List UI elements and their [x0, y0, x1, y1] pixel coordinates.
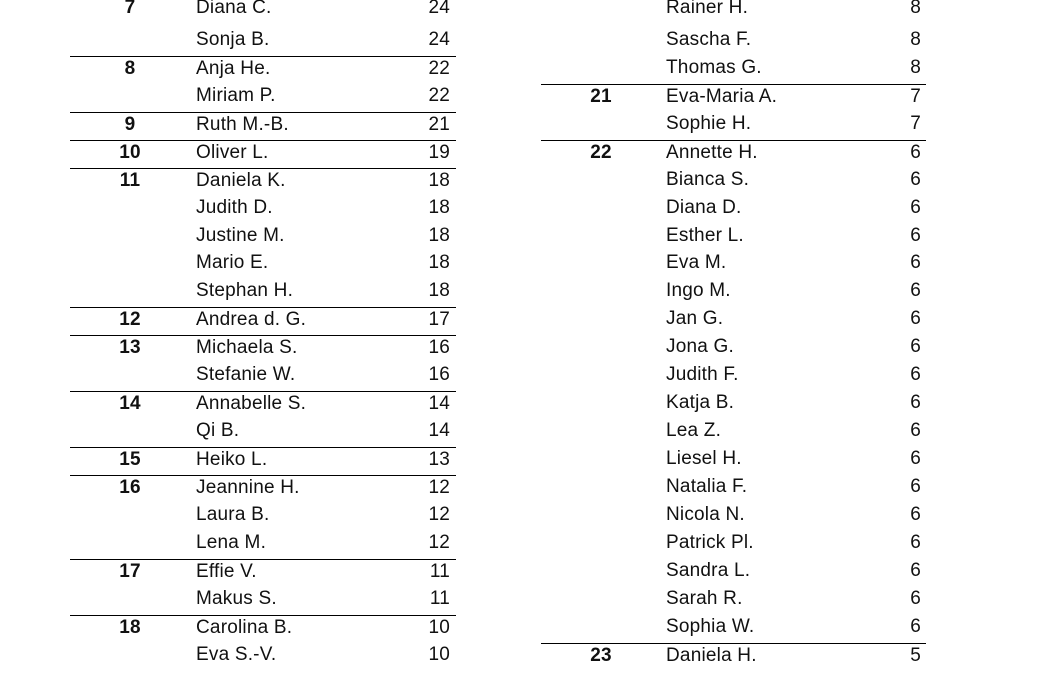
- row-score: 6: [910, 503, 921, 525]
- table-row: [541, 112, 926, 140]
- table-row: [541, 363, 926, 391]
- row-score: 6: [910, 475, 921, 497]
- row-score: 6: [910, 420, 921, 442]
- row-name: Laura B.: [196, 503, 270, 525]
- row-name: Esther L.: [666, 224, 744, 246]
- table-row: [541, 56, 926, 84]
- row-score: 16: [428, 364, 450, 386]
- row-score: 24: [428, 28, 450, 50]
- row-name: Natalia F.: [666, 475, 748, 497]
- row-name: Sophie H.: [666, 112, 752, 134]
- row-score: 18: [428, 169, 450, 191]
- row-name: Anja He.: [196, 57, 271, 79]
- row-name: Judith F.: [666, 364, 739, 386]
- table-row: [541, 0, 926, 28]
- row-score: 6: [910, 559, 921, 581]
- table-row: [541, 391, 926, 419]
- row-score: 6: [910, 224, 921, 246]
- row-name: Rainer H.: [666, 0, 749, 18]
- row-name: Lena M.: [196, 531, 267, 553]
- ranking-table-right: [541, 0, 926, 671]
- row-name: Heiko L.: [196, 449, 268, 470]
- row-name: Sascha F.: [666, 28, 752, 50]
- row-name: Andrea d. G.: [196, 309, 307, 331]
- table-row: [70, 279, 456, 307]
- row-name: Katja B.: [666, 392, 735, 414]
- row-score: 7: [910, 85, 921, 107]
- row-rank: 17: [119, 560, 141, 582]
- row-name: Qi B.: [196, 420, 240, 442]
- row-name: Thomas G.: [666, 56, 762, 78]
- row-name: Nicola N.: [666, 503, 745, 525]
- table-row: [541, 279, 926, 307]
- row-name: Eva M.: [666, 252, 727, 274]
- row-score: 6: [910, 141, 921, 163]
- row-score: 7: [910, 112, 921, 134]
- row-score: 6: [910, 196, 921, 218]
- row-name: Eva-Maria A.: [666, 85, 778, 107]
- table-row: [70, 615, 456, 643]
- table-row: [70, 84, 456, 112]
- row-score: 6: [910, 364, 921, 386]
- row-name: Ingo M.: [666, 280, 731, 302]
- row-name: Judith D.: [196, 196, 273, 218]
- table-row: [70, 391, 456, 419]
- row-name: Bianca S.: [666, 168, 750, 190]
- table-row: [70, 224, 456, 252]
- row-name: Michaela S.: [196, 337, 298, 359]
- row-score: 8: [910, 28, 921, 50]
- table-row: [70, 307, 456, 335]
- table-row: [541, 559, 926, 587]
- ranking-table-left: [70, 0, 456, 671]
- row-name: Annabelle S.: [196, 393, 307, 415]
- row-name: Mario E.: [196, 252, 269, 274]
- table-row: [70, 140, 456, 168]
- row-score: 18: [428, 224, 450, 246]
- row-rank: 15: [119, 449, 141, 470]
- row-score: 10: [428, 643, 450, 665]
- table-row: [70, 56, 456, 84]
- row-rank: 23: [590, 644, 612, 666]
- row-score: 22: [428, 84, 450, 106]
- table-row: [541, 140, 926, 168]
- table-row: [70, 363, 456, 391]
- row-name: Ruth M.-B.: [196, 113, 289, 135]
- row-score: 24: [428, 0, 450, 18]
- table-row: [70, 419, 456, 447]
- row-name: Makus S.: [196, 587, 277, 609]
- row-name: Lea Z.: [666, 420, 722, 442]
- table-row: [70, 168, 456, 196]
- row-score: 6: [910, 392, 921, 414]
- row-name: Jona G.: [666, 336, 734, 358]
- row-rank: 12: [119, 309, 141, 331]
- table-row: [541, 503, 926, 531]
- table-row: [541, 419, 926, 447]
- table-row: [541, 28, 926, 56]
- row-name: Jan G.: [666, 308, 724, 330]
- row-score: 17: [428, 309, 450, 331]
- row-name: Sonja B.: [196, 28, 270, 50]
- row-name: Sandra L.: [666, 559, 751, 581]
- row-score: 14: [428, 420, 450, 442]
- row-name: Patrick Pl.: [666, 531, 754, 553]
- row-name: Miriam P.: [196, 84, 276, 106]
- row-score: 19: [428, 141, 450, 163]
- row-rank: 11: [119, 169, 141, 191]
- table-row: [541, 643, 926, 671]
- table-row: [70, 28, 456, 56]
- row-score: 21: [428, 113, 450, 135]
- table-row: [70, 559, 456, 587]
- row-rank: 13: [119, 337, 141, 359]
- row-score: 16: [428, 337, 450, 359]
- table-row: [541, 84, 926, 112]
- table-row: [70, 112, 456, 140]
- table-row: [541, 475, 926, 503]
- row-name: Eva S.-V.: [196, 643, 277, 665]
- table-row: [70, 587, 456, 615]
- row-rank: 22: [590, 141, 612, 163]
- table-row: [70, 643, 456, 671]
- row-name: Sarah R.: [666, 587, 743, 609]
- row-score: 13: [428, 449, 450, 470]
- row-name: Carolina B.: [196, 616, 293, 638]
- row-score: 14: [428, 393, 450, 415]
- row-name: Jeannine H.: [196, 476, 300, 498]
- row-name: Justine M.: [196, 224, 285, 246]
- table-row: [541, 447, 926, 475]
- row-rank: 16: [119, 476, 141, 498]
- row-rank: 9: [124, 113, 136, 135]
- table-row: [70, 0, 456, 28]
- row-name: Diana C.: [196, 0, 272, 18]
- table-row: [541, 251, 926, 279]
- table-row: [541, 307, 926, 335]
- row-score: 8: [910, 56, 921, 78]
- row-score: 18: [428, 252, 450, 274]
- table-row: [541, 196, 926, 224]
- table-row: [541, 587, 926, 615]
- table-row: [70, 503, 456, 531]
- row-score: 8: [910, 0, 921, 18]
- table-row: [70, 251, 456, 279]
- row-name: Stefanie W.: [196, 364, 296, 386]
- row-score: 6: [910, 587, 921, 609]
- row-score: 6: [910, 531, 921, 553]
- row-name: Oliver L.: [196, 141, 269, 163]
- row-rank: 18: [119, 616, 141, 638]
- row-score: 12: [428, 476, 450, 498]
- row-score: 6: [910, 252, 921, 274]
- row-name: Diana D.: [666, 196, 742, 218]
- row-rank: 14: [119, 393, 141, 415]
- table-row: [70, 196, 456, 224]
- row-name: Stephan H.: [196, 280, 294, 302]
- row-score: 12: [428, 503, 450, 525]
- row-name: Annette H.: [666, 141, 758, 163]
- row-score: 6: [910, 168, 921, 190]
- row-rank: 21: [590, 85, 612, 107]
- table-row: [70, 531, 456, 559]
- row-score: 11: [429, 560, 450, 582]
- row-score: 6: [910, 448, 921, 469]
- table-row: [70, 447, 456, 475]
- table-row: [70, 335, 456, 363]
- row-name: Sophia W.: [666, 615, 755, 637]
- row-name: Daniela H.: [666, 644, 757, 666]
- row-score: 6: [910, 615, 921, 637]
- row-score: 12: [428, 531, 450, 553]
- table-row: [541, 224, 926, 252]
- row-rank: 10: [119, 141, 141, 163]
- row-score: 10: [428, 616, 450, 638]
- row-name: Daniela K.: [196, 169, 286, 191]
- row-score: 22: [428, 57, 450, 79]
- table-row: [541, 335, 926, 363]
- row-score: 6: [910, 336, 921, 358]
- row-score: 6: [910, 308, 921, 330]
- table-row: [541, 168, 926, 196]
- row-score: 18: [428, 280, 450, 302]
- row-rank: 8: [124, 57, 136, 79]
- row-score: 6: [910, 280, 921, 302]
- table-row: [70, 475, 456, 503]
- row-score: 11: [429, 587, 450, 609]
- row-score: 5: [910, 644, 921, 666]
- table-row: [541, 615, 926, 643]
- row-name: Effie V.: [196, 560, 257, 582]
- table-row: [541, 531, 926, 559]
- row-score: 18: [428, 196, 450, 218]
- row-rank: 7: [124, 0, 136, 18]
- row-name: Liesel H.: [666, 448, 742, 469]
